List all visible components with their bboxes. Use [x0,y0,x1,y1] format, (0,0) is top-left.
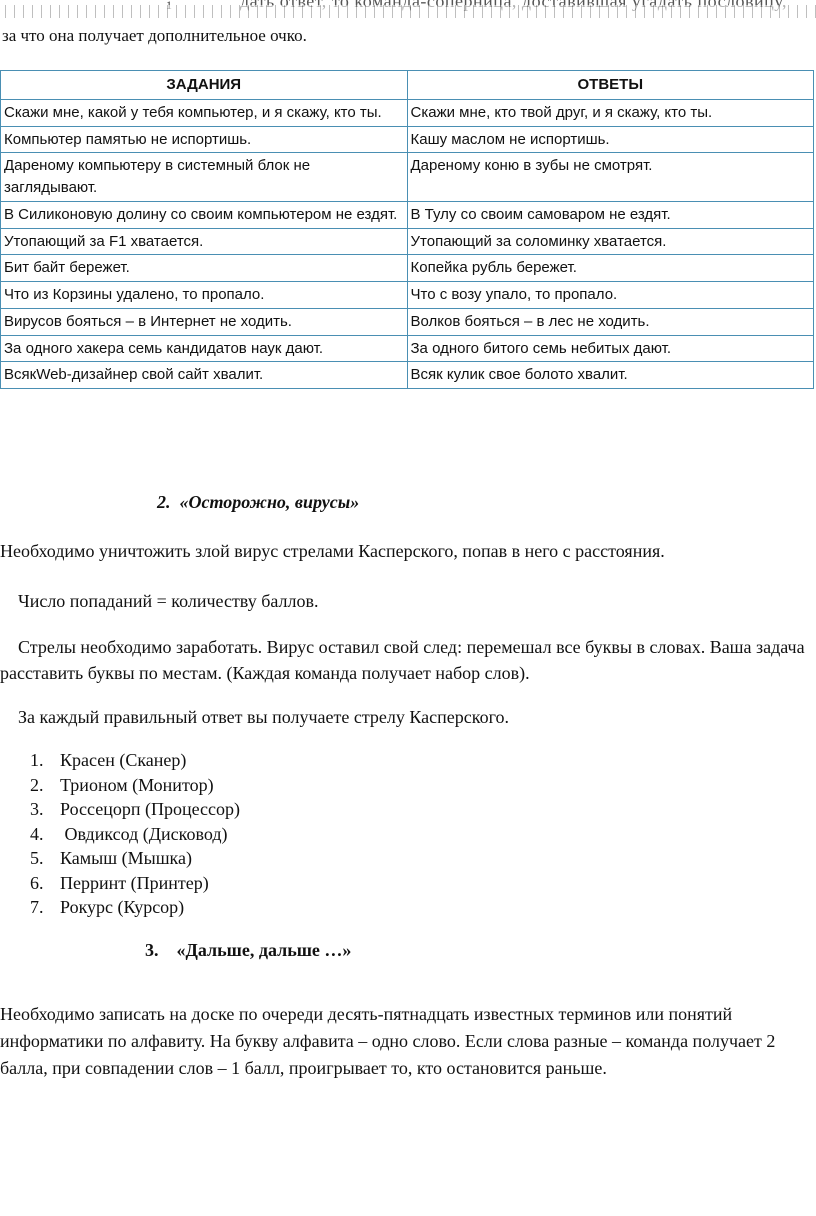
list-item-number: 6. [30,872,44,893]
task-cell: Дареному компьютеру в системный блок не заглядывают. [1,153,408,202]
list-item-number: 2. [30,774,44,795]
section2-heading: «Осторожно, вирусы» [179,492,360,512]
table-row [1,362,814,389]
answer-cell: Что с возу упало, то пропало. [407,282,814,309]
list-item-number: 5. [30,848,44,868]
answer-cell: Копейка рубль бережет. [407,255,814,282]
table-row [1,308,814,335]
list-item-number: 1. [30,750,44,770]
list-item [30,773,240,798]
list-item-text: Камыш (Мышка) [60,848,193,868]
table-row [1,255,814,282]
task-cell: Скажи мне, какой у тебя компьютер, и я скажу, кто ты. [1,99,408,126]
list-item-text: Овдиксод (Дисковод) [60,823,228,844]
task-cell: В Силиконовую долину со своим компьютером не ездят. [1,201,408,228]
list-item-text: Рокурс (Курсор) [60,897,185,917]
table-row [1,335,814,362]
list-item [30,871,240,896]
section2-paragraph-1: Необходимо уничтожить злой вирус стрелами Касперского, попав в него с расстояния. [0,541,665,561]
task-cell: Утопающий за F1 хватается. [1,228,408,255]
list-item [30,846,240,871]
table-row [1,228,814,255]
list-item-text: Россецорп (Процессор) [60,799,240,819]
table-row [1,201,814,228]
table-header-row [1,71,814,100]
list-item [30,822,240,847]
task-cell: Вирусов бояться – в Интернет не ходить. [1,308,408,335]
answer-cell: Кашу маслом не испортишь. [407,126,814,153]
list-item-number: 7. [30,897,44,917]
section3-paragraph: Необходимо записать на доске по очереди десять-пятнадцать известных терминов или понятий информатики по алфавиту. На букву алфавита – одно слово. Если слова разные – команда получает 2 балла, при совпадении слов – 1 балл, проигрывает то, кто остановится раньше. [0,1004,776,1078]
section2-paragraph-3: Стрелы необходимо заработать. Вирус оставил свой след: перемешал все буквы в словах. Ваша задача расставить буквы по местам. (Каждая команда получает набор слов). [0,637,810,683]
section3-title [145,940,351,961]
list-item-number: 3. [30,799,44,819]
task-cell: ВсякWeb-дизайнер свой сайт хвалит. [1,362,408,389]
list-item [30,895,240,920]
table-row [1,153,814,202]
scrambled-words-list [30,748,240,920]
section3-number: 3. [145,940,159,960]
table-row [1,99,814,126]
answer-cell: Скажи мне, кто твой друг, и я скажу, кто ты. [407,99,814,126]
list-item [30,748,240,773]
list-item-text: Красен (Сканер) [60,750,187,770]
table-row [1,126,814,153]
list-item-text: Трионом (Монитор) [60,774,214,795]
answer-cell: Всяк кулик свое болото хвалит. [407,362,814,389]
list-item-text: Перринт (Принтер) [60,872,209,893]
torn-edge-pattern [0,5,816,18]
section2-paragraph-2: Число попаданий = количеству баллов. [0,591,319,611]
section2-title [157,492,359,513]
section3-heading: «Дальше, дальше …» [176,940,352,960]
answer-cell: За одного битого семь небитых дают. [407,335,814,362]
answer-cell: Дареному коню в зубы не смотрят. [407,153,814,202]
section2-number: 2. [157,492,171,512]
answer-cell: Волков бояться – в лес не ходить. [407,308,814,335]
task-cell: Бит байт бережет. [1,255,408,282]
task-cell: За одного хакера семь кандидатов наук дают. [1,335,408,362]
task-cell: Компьютер памятью не испортишь. [1,126,408,153]
proverbs-table [0,70,814,389]
answer-cell: Утопающий за соломинку хватается. [407,228,814,255]
table-row [1,282,814,309]
list-item-number: 4. [30,823,44,844]
table-body [1,99,814,388]
header-tasks: ЗАДАНИЯ [1,71,408,100]
list-item [30,797,240,822]
answer-cell: В Тулу со своим самоваром не ездят. [407,201,814,228]
torn-top-edge [0,0,816,22]
task-cell: Что из Корзины удалено, то пропало. [1,282,408,309]
continuation-text: за что она получает дополнительное очко. [2,26,307,45]
header-answers: ОТВЕТЫ [407,71,814,100]
section2-paragraph-4: За каждый правильный ответ вы получаете стрелу Касперского. [0,707,510,727]
